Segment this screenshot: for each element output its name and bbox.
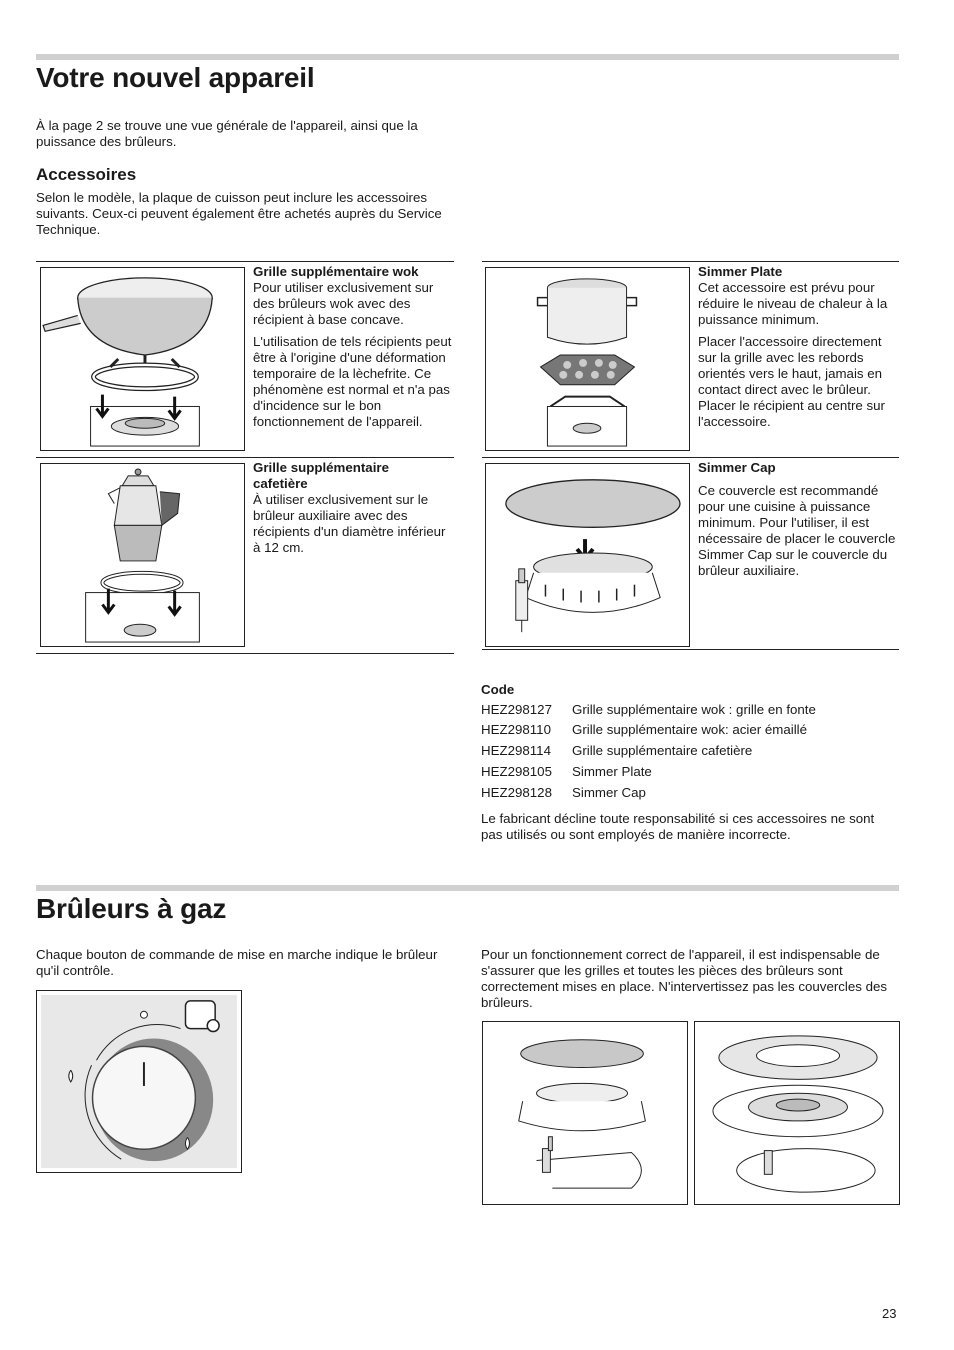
accessory-wok <box>253 264 453 430</box>
wok-grid-image <box>40 267 245 451</box>
code-row <box>481 785 646 801</box>
code-description: Grille supplémentaire wok: acier émaillé <box>572 722 808 737</box>
page-title: Votre nouvel appareil <box>36 62 315 93</box>
code-row <box>481 764 652 780</box>
accessory-coffee <box>253 460 453 556</box>
code-number: HEZ298105 <box>481 764 552 779</box>
accessory-text: Pour utiliser exclusivement sur des brûleurs wok avec des récipient à base concave. <box>253 280 434 327</box>
simmer-burner-parts-image <box>482 1021 688 1205</box>
accessory-rule <box>482 457 899 458</box>
code-number: HEZ298114 <box>481 743 551 758</box>
accessory-rule <box>36 261 454 262</box>
accessory-title: Simmer Cap <box>698 460 776 475</box>
wok-burner-parts-image <box>694 1021 900 1205</box>
accessory-text: L'utilisation de tels récipients peut être à l'origine d'une déformation temporaire de la lèchefrite. Ce phénomène est normal et n'a pas d'incidence sur le bon fonctionnement de l'appareil. <box>253 334 452 429</box>
accessory-rule <box>482 649 899 650</box>
code-heading: Code <box>481 682 515 697</box>
code-number: HEZ298127 <box>481 702 552 717</box>
burner-left-text: Chaque bouton de commande de mise en marche indique le brûleur qu'il contrôle. <box>36 947 438 978</box>
code-description: Simmer Cap <box>572 785 646 800</box>
accessory-simmer-plate <box>698 264 898 430</box>
accessory-title: Simmer Plate <box>698 264 783 279</box>
accessory-text: Ce couvercle est recommandé pour une cuisine à puissance minimum. Pour l'utiliser, il est nécessaire de placer le couvercle Simmer Cap sur le couvercle du brûleur auxiliaire. <box>698 483 896 578</box>
code-description: Grille supplémentaire wok : grille en fonte <box>572 702 816 717</box>
coffee-grid-image <box>40 463 245 647</box>
code-number: HEZ298128 <box>481 785 552 800</box>
accessory-text: À utiliser exclusivement sur le brûleur auxiliaire avec des récipients d'un diamètre inférieur à 12 cm. <box>253 492 446 555</box>
accessory-rule <box>36 457 454 458</box>
accessory-title: Grille supplémentaire cafetière <box>253 460 389 491</box>
code-number: HEZ298110 <box>481 722 551 737</box>
section-rule-top <box>36 54 899 60</box>
code-row <box>481 743 752 759</box>
code-row <box>481 702 816 718</box>
code-row <box>481 722 807 738</box>
section-title: Brûleurs à gaz <box>36 893 227 924</box>
section-rule-top <box>36 885 899 891</box>
accessories-intro: Selon le modèle, la plaque de cuisson peut inclure les accessoires suivants. Ceux-ci peuvent également être achetés auprès du Service Technique. <box>36 190 442 237</box>
intro-text: À la page 2 se trouve une vue générale de l'appareil, ainsi que la puissance des brûleurs. <box>36 118 418 149</box>
accessory-title: Grille supplémentaire wok <box>253 264 419 279</box>
accessory-rule <box>36 653 454 654</box>
accessories-heading: Accessoires <box>36 165 137 184</box>
burner-right-text: Pour un fonctionnement correct de l'appareil, il est indispensable de s'assurer que les grilles et toutes les pièces des brûleurs sont correctement mises en place. N'intervertissez pas les couvercles des brûleurs. <box>481 947 888 1010</box>
disclaimer-text: Le fabricant décline toute responsabilité si ces accessoires ne sont pas utilisés ou sont employés de manière incorrecte. <box>481 811 875 842</box>
simmer-plate-image <box>485 267 690 451</box>
accessory-simmer-cap <box>698 460 898 579</box>
accessory-text: Placer l'accessoire directement sur la grille avec les rebords orientés vers le haut, jamais en contact direct avec le brûleur. Placer le récipient au centre sur l'accessoire. <box>698 334 885 429</box>
code-description: Grille supplémentaire cafetière <box>572 743 753 758</box>
accessory-rule <box>482 261 899 262</box>
control-knob-image <box>36 990 242 1173</box>
page-number: 23 <box>882 1306 897 1321</box>
simmer-cap-image <box>485 463 690 647</box>
accessory-text: Cet accessoire est prévu pour réduire le niveau de chaleur à la puissance minimum. <box>698 280 888 327</box>
code-description: Simmer Plate <box>572 764 652 779</box>
